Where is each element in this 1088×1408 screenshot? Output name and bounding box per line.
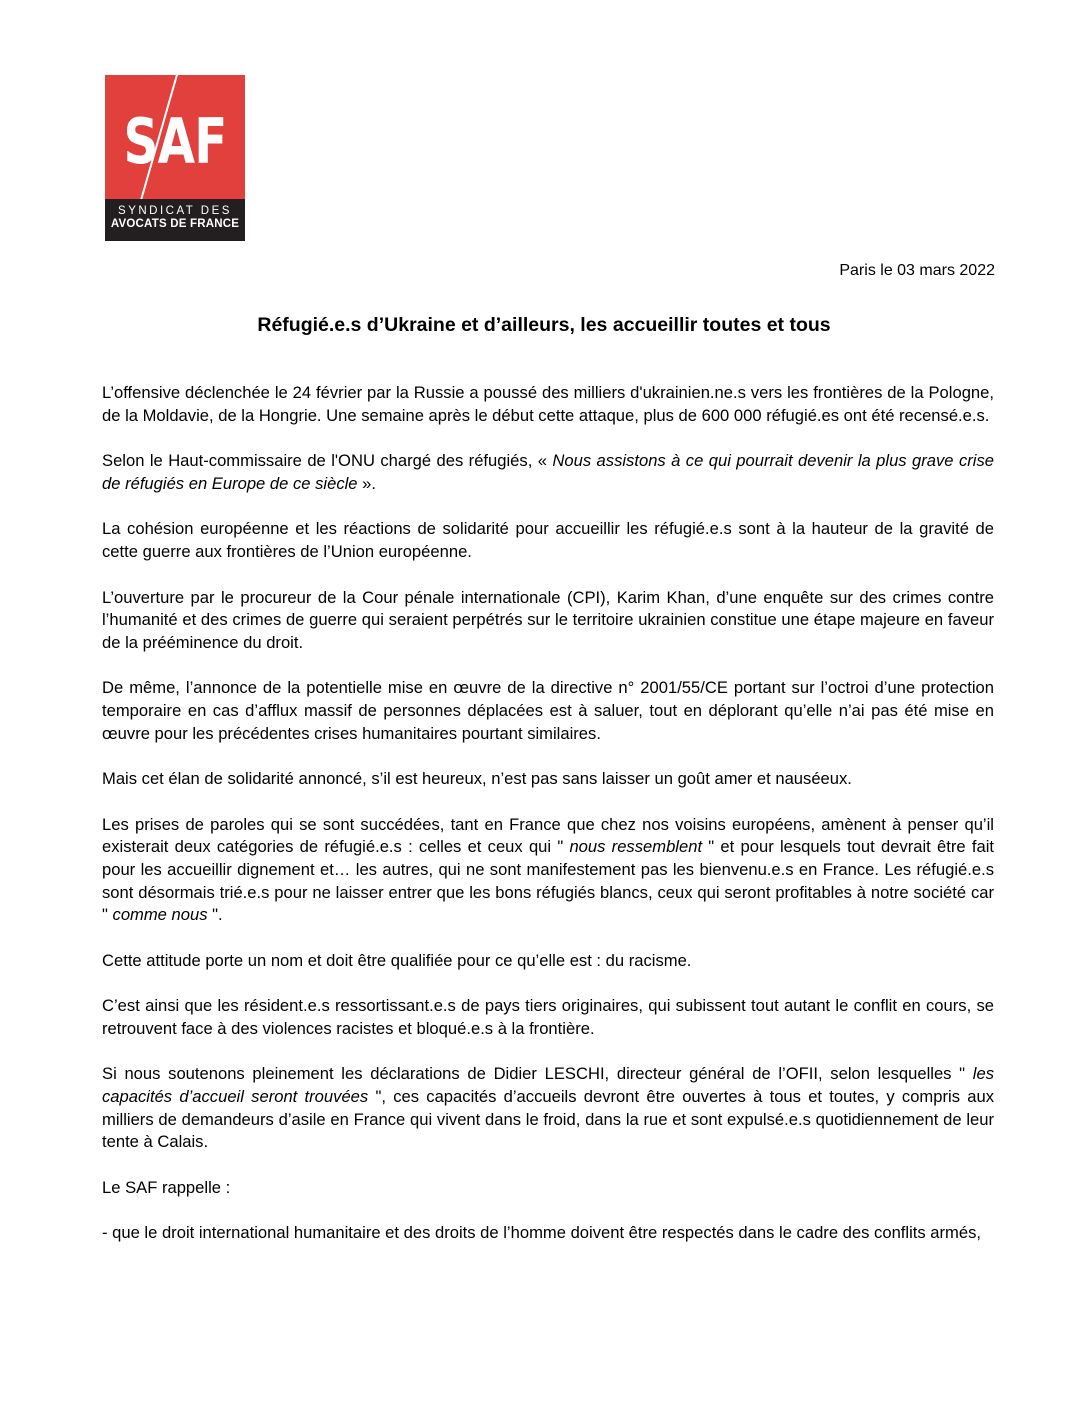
logo-caption (105, 199, 245, 241)
paragraph: Cette attitude porte un nom et doit être qualifiée pour ce qu’elle est : du racisme. (102, 950, 692, 970)
logo-line1: SYNDICAT DES (118, 205, 232, 217)
text: ", ces capacités d’accueils devront être ouvertes à tous et toutes, y compris aux milliers de demandeurs d’asile en France qui vivent dans le froid, dans la rue et sont expulsé.e.s quotidiennement de leur tente à Calais. (102, 1087, 995, 1152)
list-item: - que le droit international humanitaire et des droits de l’homme doivent être respectés dans le cadre des conflits armés, (102, 1223, 982, 1243)
text: Les prises de paroles qui se sont succédées, tant en France que chez nos voisins européens, amènent à penser qu’il existerait deux catégories de réfugié.e.s : celles et ceux qui " (102, 814, 994, 857)
paragraph (102, 450, 994, 495)
quote-text: nous ressemblent (569, 837, 703, 857)
paragraph: L’ouverture par le procureur de la Cour pénale internationale (CPI), Karim Khan, d’une enquête sur des crimes contre l’humanité et des crimes de guerre qui seraient perpétrés sur le territoire ukrainien constitue une étape majeure en faveur de la prééminence du droit. (102, 587, 994, 652)
logo-acronym: SAF (123, 105, 227, 178)
document-body (102, 382, 994, 1268)
document-date: Paris le 03 mars 2022 (839, 262, 995, 279)
paragraph: Mais cet élan de solidarité annoncé, s’il est heureux, n’est pas sans laisser un goût amer et nauséeux. (102, 769, 852, 789)
paragraph (102, 1063, 994, 1153)
paragraph: De même, l’annonce de la potentielle mise en œuvre de la directive n° 2001/55/CE portant sur l’octroi d’une protection temporaire en cas d’afflux massif de personnes déplacées est à saluer, tout en déplorant qu’elle n’ai pas été mise en œuvre pour les précédentes crises humanitaires pourtant similaires. (102, 678, 994, 743)
logo-red-block (105, 75, 245, 199)
paragraph: La cohésion européenne et les réactions de solidarité pour accueillir les réfugié.e.s sont à la hauteur de la gravité de cette guerre aux frontières de l’Union européenne. (102, 519, 994, 561)
text: ». (357, 473, 376, 493)
quote-text: les capacités d’accueil seront trouvées (102, 1064, 994, 1107)
paragraph: C’est ainsi que les résident.e.s ressortissant.e.s de pays tiers originaires, qui subissent tout autant le conflit en cours, se retrouvent face à des violences racistes et bloqué.e.s à la frontière. (102, 996, 994, 1038)
paragraph (102, 814, 994, 927)
text: " et pour lesquels tout devrait être fait pour les accueillir dignement et… les autres, qui ne sont manifestement pas les bienvenu.e.s en France. Les réfugié.e.s sont désormais trié.e.s pour ne laisser entrer que les bons réfugiés blancs, ceux qui seront profitables à notre société car " (102, 837, 994, 925)
text: Si nous soutenons pleinement les déclarations de Didier LESCHI, directeur général de l’OFII, selon lesquelles " (102, 1064, 973, 1084)
quote-text: Nous assistons à ce qui pourrait devenir la plus grave crise de réfugiés en Europe de ce siècle (102, 451, 994, 493)
logo-line2: AVOCATS DE FRANCE (110, 218, 240, 230)
document-title: Réfugié.e.s d’Ukraine et d’ailleurs, les accueillir toutes et tous (257, 314, 831, 336)
text: ". (207, 905, 223, 925)
quote-text: comme nous (112, 905, 208, 925)
saf-logo (105, 75, 245, 241)
paragraph: Le SAF rappelle : (102, 1177, 231, 1197)
paragraph: L’offensive déclenchée le 24 février par la Russie a poussé des milliers d'ukrainien.ne.s vers les frontières de la Pologne, de la Moldavie, de la Hongrie. Une semaine après le début cette attaque, plus de 600 000 réfugié.es ont été recensé.e.s. (102, 383, 994, 425)
text: Selon le Haut-commissaire de l'ONU chargé des réfugiés, « (102, 451, 553, 471)
